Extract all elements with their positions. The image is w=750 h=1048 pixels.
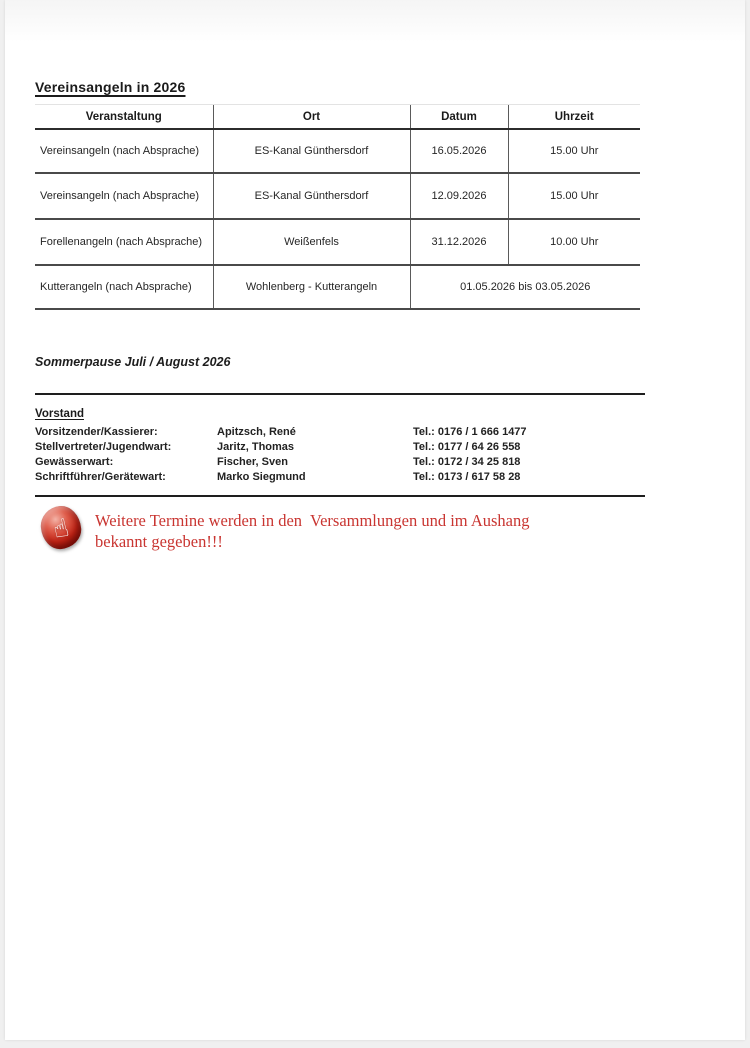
cell-ort: ES-Kanal Günthersdorf <box>213 129 410 173</box>
header-uhrzeit: Uhrzeit <box>508 105 640 130</box>
notice-line2: bekannt gegeben!!! <box>95 532 223 551</box>
vorstand-member <box>35 439 645 454</box>
table-row <box>35 219 640 265</box>
pointing-hand-icon <box>39 504 83 550</box>
member-phone: Tel.: 0173 / 617 58 28 <box>413 470 521 483</box>
member-phone: Tel.: 0176 / 1 666 1477 <box>413 425 527 438</box>
cell-uhrzeit: 10.00 Uhr <box>508 219 640 265</box>
member-phone: Tel.: 0172 / 34 25 818 <box>413 455 521 468</box>
cell-veranstaltung: Kutterangeln (nach Absprache) <box>35 265 213 309</box>
vorstand-heading: Vorstand <box>35 408 84 420</box>
cell-ort: Weißenfels <box>213 219 410 265</box>
schedule-table <box>35 104 640 310</box>
cell-veranstaltung: Forellenangeln (nach Absprache) <box>35 219 213 265</box>
vorstand-list <box>35 424 645 484</box>
vorstand-member <box>35 424 645 439</box>
cell-ort: Wohlenberg - Kutterangeln <box>213 265 410 309</box>
sommerpause-note: Sommerpause Juli / August 2026 <box>35 355 231 369</box>
cell-datum-uhrzeit-merged: 01.05.2026 bis 03.05.2026 <box>410 265 640 309</box>
page-title: Vereinsangeln in 2026 <box>35 79 186 95</box>
member-role: Stellvertreter/Jugendwart: <box>35 440 172 453</box>
scan-shading <box>5 0 745 42</box>
member-name: Apitzsch, René <box>217 425 296 438</box>
document-page <box>5 0 745 1040</box>
cell-datum: 16.05.2026 <box>410 129 508 173</box>
member-role: Gewässerwart: <box>35 455 114 468</box>
member-name: Fischer, Sven <box>217 455 288 468</box>
cell-veranstaltung: Vereinsangeln (nach Absprache) <box>35 173 213 219</box>
member-name: Jaritz, Thomas <box>217 440 295 453</box>
table-row <box>35 129 640 173</box>
cell-ort: ES-Kanal Günthersdorf <box>213 173 410 219</box>
header-veranstaltung: Veranstaltung <box>35 105 213 130</box>
vorstand-member <box>35 454 645 469</box>
cell-uhrzeit: 15.00 Uhr <box>508 173 640 219</box>
member-name: Marko Siegmund <box>217 470 306 483</box>
horizontal-rule <box>35 495 645 497</box>
member-phone: Tel.: 0177 / 64 26 558 <box>413 440 521 453</box>
cell-datum: 31.12.2026 <box>410 219 508 265</box>
notice-line1: Weitere Termine werden in den Versammlungen und im Aushang <box>95 511 530 530</box>
member-role: Schriftführer/Gerätewart: <box>35 470 166 483</box>
cell-datum: 12.09.2026 <box>410 173 508 219</box>
table-header-row <box>35 105 640 130</box>
horizontal-rule <box>35 393 645 395</box>
member-role: Vorsitzender/Kassierer: <box>35 425 158 438</box>
cell-veranstaltung: Vereinsangeln (nach Absprache) <box>35 129 213 173</box>
header-ort: Ort <box>213 105 410 130</box>
pointing-hand-glyph: ☝ <box>50 512 72 545</box>
notice-text <box>95 510 565 552</box>
table-row <box>35 265 640 309</box>
cell-uhrzeit: 15.00 Uhr <box>508 129 640 173</box>
header-datum: Datum <box>410 105 508 130</box>
vorstand-member <box>35 469 645 484</box>
table-row <box>35 173 640 219</box>
